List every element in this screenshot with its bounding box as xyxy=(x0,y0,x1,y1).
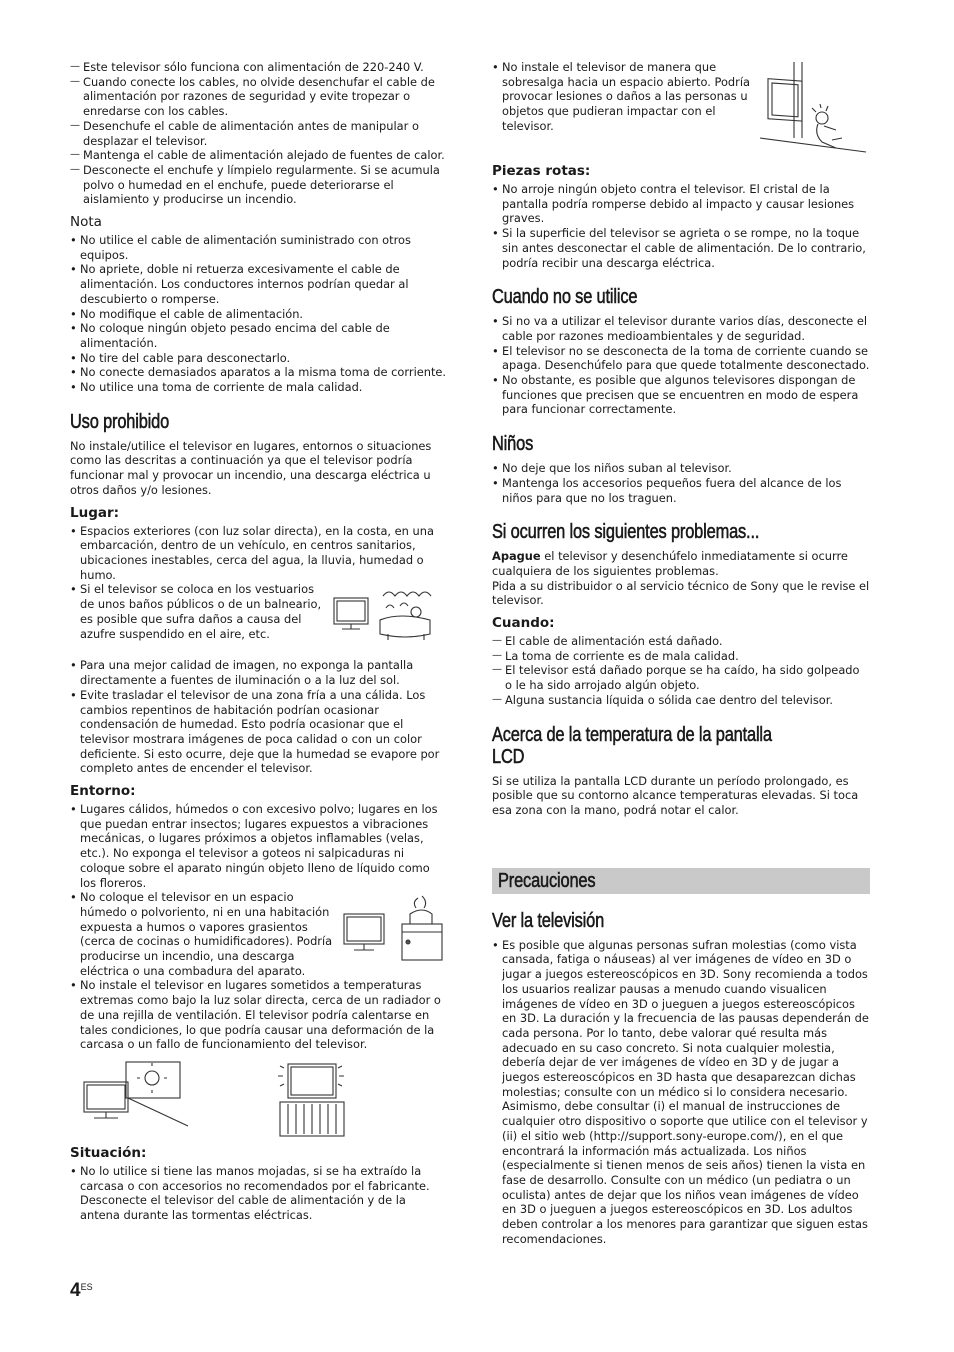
bath-illustration xyxy=(328,582,448,644)
page-number-suffix: ES xyxy=(80,1282,93,1292)
right-column xyxy=(492,60,870,1246)
entorno-heading: Entorno: xyxy=(70,783,136,800)
list-item: • No tire del cable para desconectarlo. xyxy=(70,351,448,366)
list-item: • Evite trasladar el televisor de una zona fría a una cálida. Los cambios repentinos de habitación podrían ocasionar condensación de humedad. Esto podría ocasionar que el televisor mostrara imágenes de poca calidad o con un color deficiente. Si esto ocurre, deje que la humedad se evapore por completo antes de encender el televisor. xyxy=(70,688,448,776)
list-item: • Si la superficie del televisor se agrieta o se rompe, no la toque sin antes desconectar el cable de alimentación. De lo contrario, podría recibir una descarga eléctrica. xyxy=(492,226,870,270)
list-item: — El cable de alimentación está dañado. xyxy=(492,634,870,649)
list-item: • Si el televisor se coloca en los vestuarios de unos baños públicos o de un balneario, es posible que sufra daños a causa del azufre suspendido en el aire, etc. xyxy=(70,582,328,641)
ver-list xyxy=(492,938,870,1247)
ninos-heading: Niños xyxy=(492,433,534,456)
list-item: — Desconecte el enchufe y límpielo regularmente. Si se acumula polvo o humedad en el enchufe, puede deteriorarse el aislamiento y producirse un incendio. xyxy=(70,163,448,207)
overhang-block xyxy=(492,60,870,156)
left-column xyxy=(70,60,448,1223)
radiator-illustration xyxy=(270,1060,360,1138)
lugar-heading: Lugar: xyxy=(70,504,120,521)
lugar-list xyxy=(70,524,448,583)
list-item: • El televisor no se desconecta de la toma de corriente cuando se apaga. Desenchúfelo para que quede totalmente desconectado. xyxy=(492,344,870,373)
kitchen-block xyxy=(70,890,448,978)
list-item: • Espacios exteriores (con luz solar directa), en la costa, en una embarcación, dentro de un vehículo, en centros sanitarios, ubicaciones inestables, cerca del agua, la lluvia, humedad o humo. xyxy=(70,524,448,583)
situacion-list xyxy=(70,1164,448,1223)
list-item: • No lo utilice si tiene las manos mojadas, si se ha extraído la carcasa o con accesorios no recomendados por el fabricante. Desconecte el televisor del cable de alimentación y de la antena durante las tormentas eléctricas. xyxy=(70,1164,448,1223)
cuando-list xyxy=(492,634,870,708)
list-item: • No coloque el televisor en un espacio húmedo o polvoriento, ni en una habitación expuesta a humos o vapores grasientos (cerca de cocinas o humidificadores). Podría producirse un incendio, una descarga eléctrica o una combadura del aparato. xyxy=(70,890,338,978)
entorno-list xyxy=(70,802,448,890)
nota-list xyxy=(70,233,448,395)
lcd-heading: Acerca de la temperatura de la pantalla LCD xyxy=(492,723,772,768)
list-item: — Este televisor sólo funciona con alimentación de 220-240 V. xyxy=(70,60,448,75)
power-list xyxy=(70,60,448,207)
lcd-text: Si se utiliza la pantalla LCD durante un período prolongado, es posible que su contorno alcance temperaturas elevadas. Si toca esa zona con la mano, podrá notar el calor. xyxy=(492,773,859,817)
list-item: • No utilice una toma de corriente de mala calidad. xyxy=(70,380,448,395)
problemas-text xyxy=(492,549,870,578)
precauciones-banner xyxy=(492,868,870,894)
nota-heading: Nota xyxy=(70,214,102,231)
list-item: • No obstante, es posible que algunos televisores dispongan de funciones que precisen que se encuentren en modo de espera para funcionar correctamente. xyxy=(492,373,870,417)
kitchen-illustration xyxy=(338,890,448,962)
list-item: • Lugares cálidos, húmedos o con excesivo polvo; lugares en los que puedan entrar insectos; lugares expuestos a vibraciones mecánicas, o lugares próximos a objetos inflamables (velas, etc.). No exponga el televisor a goteos ni salpicaduras ni coloque sobre el aparato ningún objeto lleno de líquido como los floreros. xyxy=(70,802,448,890)
cuando-heading: Cuando: xyxy=(492,615,555,632)
list-item: — El televisor está dañado porque se ha caído, ha sido golpeado o le ha sido arrojado algún objeto. xyxy=(492,663,870,692)
list-item: • Mantenga los accesorios pequeños fuera del alcance de los niños para que no los traguen. xyxy=(492,476,870,505)
situacion-heading: Situación: xyxy=(70,1144,147,1161)
list-item: — La toma de corriente es de mala calidad. xyxy=(492,649,870,664)
list-item: • No utilice el cable de alimentación suministrado con otros equipos. xyxy=(70,233,448,262)
problemas-text-1: el televisor y desenchúfelo inmediatamente si ocurre cualquiera de los siguientes problemas. xyxy=(492,549,848,578)
list-item: • No arroje ningún objeto contra el televisor. El cristal de la pantalla podría romperse debido al impacto y causar lesiones graves. xyxy=(492,182,870,226)
precauciones-heading: Precauciones xyxy=(498,869,596,892)
list-item: • No instale el televisor en lugares sometidos a temperaturas extremas como bajo la luz solar directa, cerca de un radiador o de una rejilla de ventilación. El televisor podría calentarse en tales condiciones, lo que podría causar una deformación de la carcasa o un fallo de funcionamiento del televisor. xyxy=(70,978,448,1052)
list-item: • No deje que los niños suban al televisor. xyxy=(492,461,870,476)
piezas-heading: Piezas rotas: xyxy=(492,163,591,179)
problemas-heading: Si ocurren los siguientes problemas... xyxy=(492,521,760,544)
list-item: • No conecte demasiados aparatos a la misma toma de corriente. xyxy=(70,365,448,380)
list-item: — Desenchufe el cable de alimentación antes de manipular o desplazar el televisor. xyxy=(70,119,448,148)
list-item: — Mantenga el cable de alimentación alejado de fuentes de calor. xyxy=(70,148,448,163)
sunlight-illustration xyxy=(80,1060,190,1128)
overhang-illustration xyxy=(758,60,870,156)
uso-prohibido-heading: Uso prohibido xyxy=(70,410,170,433)
list-item: • No coloque ningún objeto pesado encima del cable de alimentación. xyxy=(70,321,448,350)
ver-heading: Ver la televisión xyxy=(492,909,605,932)
list-item: • No apriete, doble ni retuerza excesivamente el cable de alimentación. Los conductores internos podrían quedar al descubierto o romperse. xyxy=(70,262,448,306)
problemas-text-2: Pida a su distribuidor o al servicio técnico de Sony que le revise el televisor. xyxy=(492,578,870,608)
ninos-list xyxy=(492,461,870,505)
bath-block xyxy=(70,582,448,644)
list-item: • No instale el televisor de manera que sobresalga hacia un espacio abierto. Podría provocar lesiones o daños a las personas u objetos que pudieran impactar con el televisor. xyxy=(492,60,758,134)
apague-bold: Apague xyxy=(492,549,541,564)
cuando-no-heading: Cuando no se utilice xyxy=(492,286,638,309)
list-item: • Es posible que algunas personas sufran molestias (como vista cansada, fatiga o náuseas) al ver imágenes de vídeo en 3D o jugar a juegos estereoscópicos en 3D. Sony recomienda a todos los usuarios realizar pausas a menudo cuando visualicen imágenes de vídeo en 3D o jueguen a juegos estereoscópicos en 3D. La duración y la frecuencia de las pausas dependerán de cada persona. Por lo tanto, debe valorar qué resulta más adecuado en su caso concreto. Si nota cualquier molestia, debería dejar de ver imágenes de vídeo en 3D y de jugar a juegos estereoscópicos en 3D hasta que desaparezcan dichas molestias; consulte con un médico si lo considera necesario. Asimismo, debe consultar (i) el manual de instrucciones de cualquier otro dispositivo o soporte que utilice con el televisor y (ii) el sitio web (http://support.sony-europe.com/), en el que encontrará la información más actualizada. Los niños (especialmente si tienen menos de seis años) tienen la vista en fase de desarrollo. Consulte con un médico (un pediatra o un oculista) antes de dejar que los niños vean imágenes de vídeo en 3D o jueguen a juegos estereoscópicos en 3D. Los adultos deben controlar a los menores para garantizar que siguen estas recomendaciones. xyxy=(492,938,870,1247)
list-item: • No modifique el cable de alimentación. xyxy=(70,307,448,322)
heat-illustrations xyxy=(70,1060,448,1138)
uso-intro: No instale/utilice el televisor en lugares, entornos o situaciones como las descritas a continuación ya que el televisor podría funcionar mal y provocar un incendio, una descarga eléctrica u otros daños y/o lesiones. xyxy=(70,438,432,497)
list-item: — Cuando conecte los cables, no olvide desenchufar el cable de alimentación por razones de seguridad y evite tropezar o enredarse con los cables. xyxy=(70,75,448,119)
piezas-list xyxy=(492,182,870,270)
list-item: • Para una mejor calidad de imagen, no exponga la pantalla directamente a fuentes de iluminación o a la luz del sol. xyxy=(70,658,448,687)
list-item: • Si no va a utilizar el televisor durante varios días, desconecte el cable por razones medioambientales y de seguridad. xyxy=(492,314,870,343)
page-number-digit: 4 xyxy=(70,1280,81,1301)
list-item: — Alguna sustancia líquida o sólida cae dentro del televisor. xyxy=(492,693,870,708)
cuando-no-list xyxy=(492,314,870,417)
page-number xyxy=(70,1280,93,1302)
